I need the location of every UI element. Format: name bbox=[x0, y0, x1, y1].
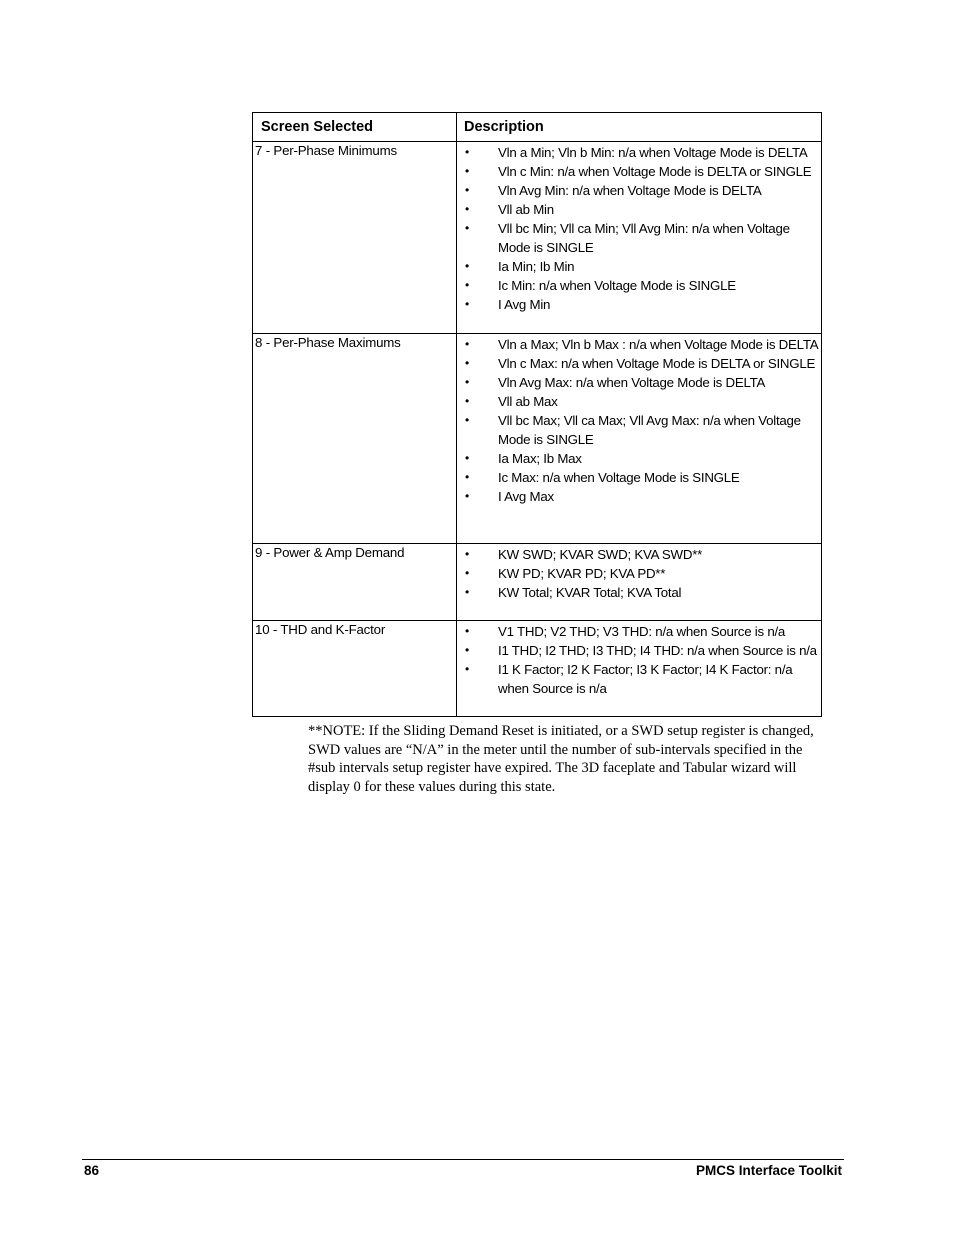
list-item: • Ia Max; Ib Max bbox=[465, 451, 582, 466]
description-cell bbox=[457, 544, 822, 621]
bullet-list bbox=[457, 335, 821, 506]
screen-cell: 8 - Per-Phase Maximums bbox=[253, 334, 457, 544]
description-cell bbox=[457, 621, 822, 717]
screen-cell: 9 - Power & Amp Demand bbox=[253, 544, 457, 621]
list-item: • Vln c Min: n/a when Voltage Mode is DELTA or SINGLE bbox=[465, 164, 812, 179]
bullet-icon: • bbox=[465, 662, 469, 676]
bullet-icon: • bbox=[465, 547, 469, 561]
list-item: • Ic Min: n/a when Voltage Mode is SINGLE bbox=[465, 278, 736, 293]
list-item: • I Avg Min bbox=[465, 297, 551, 312]
bullet-icon: • bbox=[465, 145, 469, 159]
list-item: • Vln a Max; Vln b Max : n/a when Voltage Mode is DELTA bbox=[465, 337, 819, 352]
list-item: • I Avg Max bbox=[465, 489, 554, 504]
bullet-icon: • bbox=[465, 202, 469, 216]
description-cell bbox=[457, 334, 822, 544]
header-description: Description bbox=[457, 113, 822, 142]
list-item: • Ia Min; Ib Min bbox=[465, 259, 575, 274]
bullet-icon: • bbox=[465, 375, 469, 389]
list-item: • I1 THD; I2 THD; I3 THD; I4 THD: n/a when Source is n/a bbox=[465, 643, 817, 658]
list-item: • V1 THD; V2 THD; V3 THD: n/a when Source is n/a bbox=[465, 624, 786, 639]
header-screen-selected: Screen Selected bbox=[253, 113, 457, 142]
list-item: • KW Total; KVAR Total; KVA Total bbox=[465, 585, 682, 600]
list-item: • Ic Max: n/a when Voltage Mode is SINGLE bbox=[465, 470, 740, 485]
description-cell bbox=[457, 142, 822, 334]
footer-divider bbox=[82, 1159, 844, 1160]
bullet-list bbox=[457, 622, 821, 698]
bullet-icon: • bbox=[465, 221, 469, 235]
table-row bbox=[253, 334, 822, 544]
list-item: • Vln Avg Max: n/a when Voltage Mode is DELTA bbox=[465, 375, 766, 390]
list-item: • Vll ab Max bbox=[465, 394, 558, 409]
sliding-demand-note: **NOTE: If the Sliding Demand Reset is initiated, or a SWD setup register is changed, SWD values are “N/A” in the meter until the number of sub-intervals specified in the #sub intervals setup register have expired. The 3D faceplate and Tabular wizard will display 0 for these values during this state. bbox=[308, 723, 814, 795]
bullet-icon: • bbox=[465, 278, 469, 292]
bullet-list bbox=[457, 545, 821, 602]
screen-description-table bbox=[252, 112, 822, 717]
bullet-icon: • bbox=[465, 470, 469, 484]
table-row bbox=[253, 621, 822, 717]
table-row bbox=[253, 142, 822, 334]
list-item: • Vln Avg Min: n/a when Voltage Mode is DELTA bbox=[465, 183, 762, 198]
bullet-icon: • bbox=[465, 624, 469, 638]
bullet-list bbox=[457, 143, 821, 314]
bullet-icon: • bbox=[465, 394, 469, 408]
bullet-icon: • bbox=[465, 356, 469, 370]
bullet-icon: • bbox=[465, 337, 469, 351]
bullet-icon: • bbox=[465, 259, 469, 273]
bullet-icon: • bbox=[465, 164, 469, 178]
bullet-icon: • bbox=[465, 489, 469, 503]
list-item: • Vln c Max: n/a when Voltage Mode is DELTA or SINGLE bbox=[465, 356, 816, 371]
screen-cell: 10 - THD and K-Factor bbox=[253, 621, 457, 717]
list-item: • Vll bc Min; Vll ca Min; Vll Avg Min: n/a when Voltage Mode is SINGLE bbox=[465, 221, 790, 255]
bullet-icon: • bbox=[465, 643, 469, 657]
list-item: • Vln a Min; Vln b Min: n/a when Voltage Mode is DELTA bbox=[465, 145, 808, 160]
bullet-icon: • bbox=[465, 297, 469, 311]
bullet-icon: • bbox=[465, 566, 469, 580]
list-item: • Vll bc Max; Vll ca Max; Vll Avg Max: n/a when Voltage Mode is SINGLE bbox=[465, 413, 801, 447]
bullet-icon: • bbox=[465, 413, 469, 427]
bullet-icon: • bbox=[465, 451, 469, 465]
bullet-icon: • bbox=[465, 183, 469, 197]
list-item: • I1 K Factor; I2 K Factor; I3 K Factor; I4 K Factor: n/a when Source is n/a bbox=[465, 662, 793, 696]
page-number: 86 bbox=[84, 1163, 100, 1178]
table-header-row bbox=[253, 113, 822, 142]
screen-cell: 7 - Per-Phase Minimums bbox=[253, 142, 457, 334]
list-item: • Vll ab Min bbox=[465, 202, 554, 217]
bullet-icon: • bbox=[465, 585, 469, 599]
table-row bbox=[253, 544, 822, 621]
document-title: PMCS Interface Toolkit bbox=[695, 1163, 842, 1178]
list-item: • KW PD; KVAR PD; KVA PD** bbox=[465, 566, 666, 581]
list-item: • KW SWD; KVAR SWD; KVA SWD** bbox=[465, 547, 703, 562]
